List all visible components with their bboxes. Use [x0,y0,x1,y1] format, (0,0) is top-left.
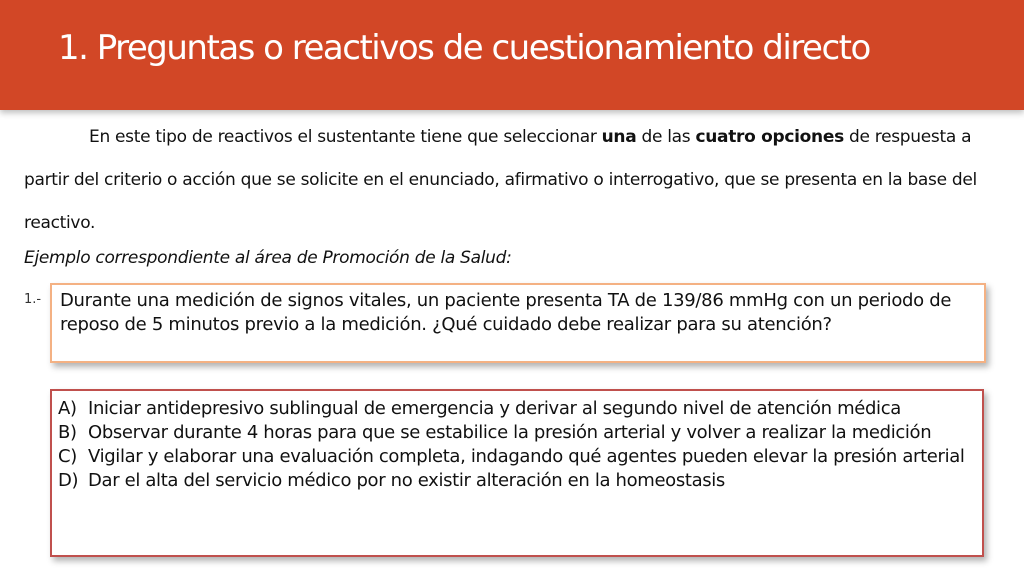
question-number: 1.- [24,292,42,307]
intro-paragraph [24,116,984,245]
option-text: Vigilar y elaborar una evaluación completa, indagando qué agentes pueden elevar la presión arterial [88,446,965,467]
option-text: Iniciar antidepresivo sublingual de emergencia y derivar al segundo nivel de atención médica [88,398,901,419]
options-box [50,389,984,557]
slide-title: 1. Preguntas o reactivos de cuestionamiento directo [58,28,870,68]
option-text: Dar el alta del servicio médico por no existir alteración en la homeostasis [88,470,725,491]
title-banner [0,0,1024,110]
option-d [58,469,982,493]
option-letter: B) [58,422,77,443]
option-text: Observar durante 4 horas para que se estabilice la presión arterial y volver a realizar la medición [88,422,932,443]
option-a [58,397,982,421]
option-b [58,421,982,445]
question-box [50,283,986,363]
options-list [58,397,982,493]
option-letter: A) [58,398,77,419]
option-c [58,445,982,469]
option-letter: D) [58,470,79,491]
question-text: Durante una medición de signos vitales, un paciente presenta TA de 139/86 mmHg con un periodo de reposo de 5 minutos previo a la medición. ¿Qué cuidado debe realizar para su atención? [60,290,952,335]
intro-text-3: de respuesta a partir del criterio o acción que se solicite en el enunciado, afirmativo o interrogativo, que se presenta en la base del reactivo. [24,127,977,233]
intro-bold-cuatro-opciones: cuatro opciones [695,127,844,147]
intro-text-2: de las [636,127,696,147]
intro-text-1: En este tipo de reactivos el sustentante tiene que seleccionar [89,127,602,147]
option-letter: C) [58,446,77,467]
example-label: Ejemplo correspondiente al área de Promoción de la Salud: [24,248,512,268]
intro-bold-una: una [601,127,637,147]
